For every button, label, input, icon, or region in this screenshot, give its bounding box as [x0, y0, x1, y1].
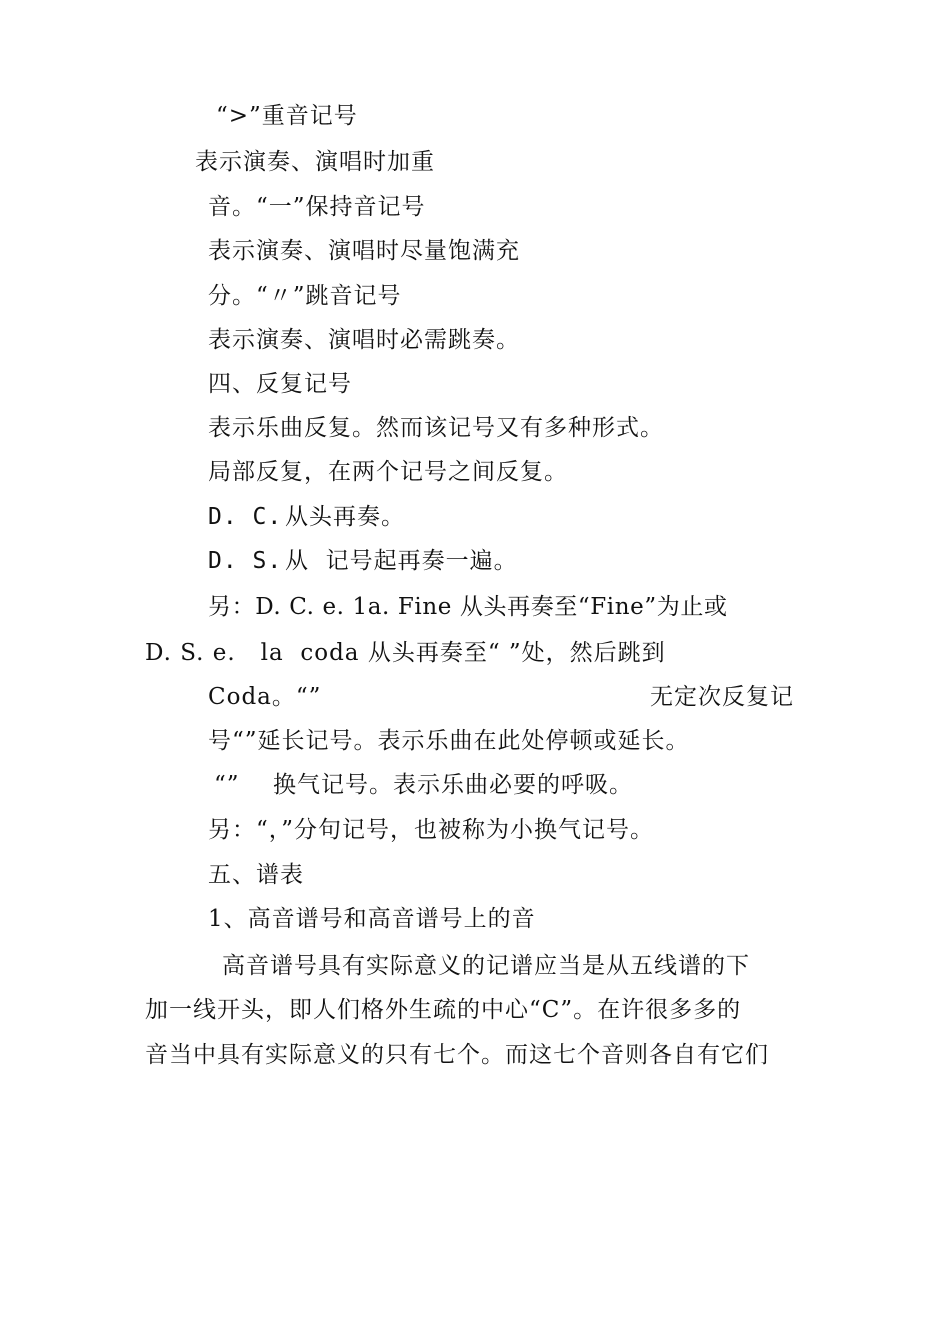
subsection-one-title: 1、高音谱号和高音谱号上的音 — [208, 906, 536, 932]
tenuto-mark-description: 表示演奏、演唱时尽量饱满充 — [208, 238, 520, 264]
fermata-text: 号“”延长记号。表示乐曲在此处停顿或延长。 — [208, 728, 690, 754]
breath-mark-text: 换气记号。表示乐曲必要的呼吸。 — [273, 772, 633, 798]
comma-breath-text: 另：“，”分句记号，也被称为小换气记号。 — [208, 817, 655, 843]
partial-repeat-text: 局部反复，在两个记号之间反复。 — [208, 459, 568, 485]
ds-text: 从 记号起再奏一遍。 — [285, 548, 518, 574]
dc-label: D. C. — [208, 504, 283, 530]
accent-mark-description: 表示演奏、演唱时加重 — [195, 149, 435, 175]
repeat-description: 表示乐曲反复。然而该记号又有多种形式。 — [208, 415, 664, 441]
accent-mark-heading: “>”重音记号 — [216, 103, 358, 129]
paragraph-line-1: 高音谱号具有实际意义的记谱应当是从五线谱的下 — [222, 953, 750, 979]
coda-text: Coda。“” — [208, 684, 322, 710]
section-five-title: 五、谱表 — [208, 862, 304, 888]
staccato-mark-heading: 分。“〃”跳音记号 — [208, 283, 402, 309]
staccato-mark-description: 表示演奏、演唱时必需跳奏。 — [208, 327, 520, 353]
ds-al-coda-text: D. S. e. la coda 从头再奏至“ ”处，然后跳到 — [145, 640, 666, 666]
dc-al-fine-text: 另：D. C. e. 1a. Fine 从头再奏至“Fine”为止或 — [208, 594, 728, 620]
section-four-title: 四、反复记号 — [208, 371, 352, 397]
paragraph-line-2: 加一线开头，即人们格外生疏的中心“C”。在许很多多的 — [145, 997, 742, 1023]
paragraph-line-3: 音当中具有实际意义的只有七个。而这七个音则各自有它们 — [145, 1042, 769, 1068]
indefinite-repeat-text: 无定次反复记 — [650, 684, 794, 710]
ds-label: D. S. — [208, 548, 283, 574]
dc-text: 从头再奏。 — [285, 504, 405, 530]
breath-mark-quotes: “” — [214, 772, 240, 798]
tenuto-mark-heading: 音。“一”保持音记号 — [208, 194, 426, 220]
